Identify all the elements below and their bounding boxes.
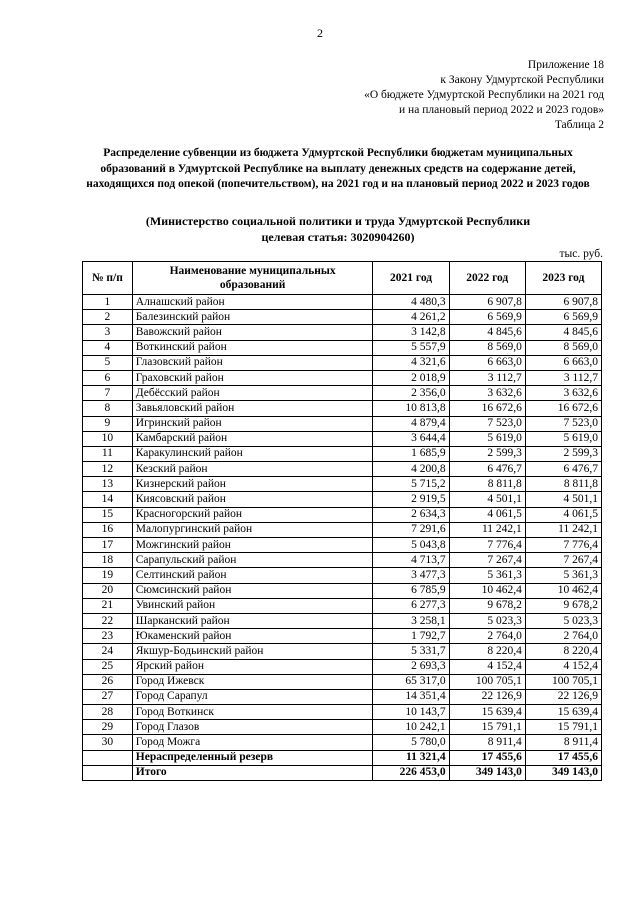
row-2021: 10 242,1	[373, 720, 449, 735]
row-name: Граховский район	[132, 370, 373, 385]
row-num: 27	[83, 689, 133, 704]
distribution-table	[82, 261, 602, 781]
row-name: Юкаменский район	[132, 629, 373, 644]
row-2021: 4 321,6	[373, 355, 449, 370]
reserve-row-2023: 17 455,6	[525, 750, 601, 765]
row-name: Вавожский район	[132, 325, 373, 340]
row-2023: 2 764,0	[525, 629, 601, 644]
row-name: Кезский район	[132, 462, 373, 477]
target-article-line: целевая статья: 3020904260)	[261, 230, 415, 244]
row-2023: 15 639,4	[525, 705, 601, 720]
header-num: № п/п	[83, 262, 133, 295]
row-2021: 6 277,3	[373, 598, 449, 613]
row-name: Дебёсский район	[132, 386, 373, 401]
row-2022: 22 126,9	[449, 689, 525, 704]
table-row	[83, 431, 602, 446]
table-row	[83, 613, 602, 628]
row-name: Киясовский район	[132, 492, 373, 507]
row-name: Город Глазов	[132, 720, 373, 735]
table-row	[83, 583, 602, 598]
row-name: Сюмсинский район	[132, 583, 373, 598]
row-2022: 15 791,1	[449, 720, 525, 735]
row-num: 18	[83, 553, 133, 568]
row-name: Ярский район	[132, 659, 373, 674]
row-2022: 7 776,4	[449, 538, 525, 553]
row-2023: 5 023,3	[525, 613, 601, 628]
header-2023: 2023 год	[525, 262, 601, 295]
table-row	[83, 310, 602, 325]
row-2021: 3 477,3	[373, 568, 449, 583]
total-row-num	[83, 765, 133, 780]
row-2023: 7 776,4	[525, 538, 601, 553]
table-row	[83, 446, 602, 461]
total-row-name: Итого	[132, 765, 373, 780]
row-name: Якшур-Бодьинский район	[132, 644, 373, 659]
row-2023: 4 152,4	[525, 659, 601, 674]
ministry-line: (Министерство социальной политики и труда Удмуртской Республики	[145, 214, 531, 228]
row-2021: 7 291,6	[373, 522, 449, 537]
appendix-line: Приложение 18	[527, 59, 604, 71]
row-num: 25	[83, 659, 133, 674]
row-name: Сарапульский район	[132, 553, 373, 568]
row-name: Селтинский район	[132, 568, 373, 583]
row-num: 24	[83, 644, 133, 659]
row-2021: 3 258,1	[373, 613, 449, 628]
row-name: Глазовский район	[132, 355, 373, 370]
row-2023: 5 619,0	[525, 431, 601, 446]
table-row	[83, 538, 602, 553]
row-name: Город Воткинск	[132, 705, 373, 720]
row-2023: 22 126,9	[525, 689, 601, 704]
row-2021: 5 780,0	[373, 735, 449, 750]
row-2022: 8 220,4	[449, 644, 525, 659]
row-2023: 4 501,1	[525, 492, 601, 507]
row-2023: 3 112,7	[525, 370, 601, 385]
row-2021: 1 685,9	[373, 446, 449, 461]
total-row-2022: 349 143,0	[449, 765, 525, 780]
row-name: Камбарский район	[132, 431, 373, 446]
row-2021: 2 356,0	[373, 386, 449, 401]
row-name: Красногорский район	[132, 507, 373, 522]
row-2023: 11 242,1	[525, 522, 601, 537]
document-title: Распределение субвенции из бюджета Удмуртской Республики бюджетам муниципальных образований в Удмуртской Республике на выплату денежных средств на содержание детей, находящихся под опекой (попечительством), на 2021 год и на плановый период 2022 и 2023 годов	[86, 147, 590, 190]
reserve-row-num	[83, 750, 133, 765]
appendix-line: и на плановый период 2022 и 2023 годов»	[399, 104, 604, 116]
row-num: 28	[83, 705, 133, 720]
row-2022: 5 619,0	[449, 431, 525, 446]
row-num: 22	[83, 613, 133, 628]
row-num: 8	[83, 401, 133, 416]
table-row	[83, 720, 602, 735]
total-row	[83, 765, 602, 780]
reserve-row-2021: 11 321,4	[373, 750, 449, 765]
row-2021: 5 331,7	[373, 644, 449, 659]
header-2021: 2021 год	[373, 262, 449, 295]
row-2022: 10 462,4	[449, 583, 525, 598]
table-row	[83, 507, 602, 522]
row-2021: 1 792,7	[373, 629, 449, 644]
row-name: Можгинский район	[132, 538, 373, 553]
row-2021: 3 644,4	[373, 431, 449, 446]
table-label: Таблица 2	[554, 119, 604, 131]
row-num: 10	[83, 431, 133, 446]
table-row	[83, 295, 602, 310]
row-name: Город Можга	[132, 735, 373, 750]
row-num: 26	[83, 674, 133, 689]
row-name: Игринский район	[132, 416, 373, 431]
row-2021: 4 480,3	[373, 295, 449, 310]
table-row	[83, 401, 602, 416]
row-2022: 2 599,3	[449, 446, 525, 461]
table-row	[83, 477, 602, 492]
row-2022: 4 501,1	[449, 492, 525, 507]
row-2022: 100 705,1	[449, 674, 525, 689]
row-2023: 5 361,3	[525, 568, 601, 583]
row-2021: 10 143,7	[373, 705, 449, 720]
row-num: 29	[83, 720, 133, 735]
row-num: 17	[83, 538, 133, 553]
row-2022: 8 811,8	[449, 477, 525, 492]
row-2022: 4 152,4	[449, 659, 525, 674]
table-row	[83, 355, 602, 370]
row-2022: 3 632,6	[449, 386, 525, 401]
row-name: Город Ижевск	[132, 674, 373, 689]
row-2021: 65 317,0	[373, 674, 449, 689]
row-name: Увинский район	[132, 598, 373, 613]
appendix-block	[284, 58, 604, 133]
row-2022: 7 523,0	[449, 416, 525, 431]
table-header-row	[83, 262, 602, 295]
row-name: Воткинский район	[132, 340, 373, 355]
table-row	[83, 416, 602, 431]
total-row-2021: 226 453,0	[373, 765, 449, 780]
ministry-block	[70, 213, 606, 245]
row-2023: 15 791,1	[525, 720, 601, 735]
row-num: 12	[83, 462, 133, 477]
table-row	[83, 553, 602, 568]
row-2023: 100 705,1	[525, 674, 601, 689]
table-row	[83, 659, 602, 674]
table-row	[83, 386, 602, 401]
page-number: 2	[317, 26, 323, 40]
row-2023: 8 569,0	[525, 340, 601, 355]
table-row	[83, 644, 602, 659]
table-row	[83, 705, 602, 720]
table-row	[83, 689, 602, 704]
row-2023: 9 678,2	[525, 598, 601, 613]
row-name: Каракулинский район	[132, 446, 373, 461]
row-2021: 2 919,5	[373, 492, 449, 507]
row-2023: 2 599,3	[525, 446, 601, 461]
row-2022: 4 061,5	[449, 507, 525, 522]
row-2022: 8 911,4	[449, 735, 525, 750]
row-2023: 4 061,5	[525, 507, 601, 522]
table-row	[83, 598, 602, 613]
row-2023: 8 911,4	[525, 735, 601, 750]
row-2022: 4 845,6	[449, 325, 525, 340]
row-2023: 10 462,4	[525, 583, 601, 598]
row-num: 15	[83, 507, 133, 522]
row-2021: 4 261,2	[373, 310, 449, 325]
header-2022: 2022 год	[449, 262, 525, 295]
table-body	[83, 295, 602, 781]
appendix-line: к Закону Удмуртской Республики	[440, 74, 604, 86]
row-2022: 5 023,3	[449, 613, 525, 628]
row-2021: 5 043,8	[373, 538, 449, 553]
row-2023: 4 845,6	[525, 325, 601, 340]
row-num: 13	[83, 477, 133, 492]
row-2021: 10 813,8	[373, 401, 449, 416]
row-num: 14	[83, 492, 133, 507]
row-name: Завьяловский район	[132, 401, 373, 416]
row-num: 9	[83, 416, 133, 431]
row-name: Шарканский район	[132, 613, 373, 628]
row-2023: 6 907,8	[525, 295, 601, 310]
row-2022: 7 267,4	[449, 553, 525, 568]
row-2021: 2 018,9	[373, 370, 449, 385]
row-2023: 16 672,6	[525, 401, 601, 416]
row-2023: 8 811,8	[525, 477, 601, 492]
row-2022: 2 764,0	[449, 629, 525, 644]
table-row	[83, 325, 602, 340]
table-row	[83, 568, 602, 583]
table-row	[83, 735, 602, 750]
row-num: 7	[83, 386, 133, 401]
row-num: 30	[83, 735, 133, 750]
row-2022: 5 361,3	[449, 568, 525, 583]
table-row	[83, 340, 602, 355]
row-name: Город Сарапул	[132, 689, 373, 704]
header-name: Наименование муниципальных образований	[132, 262, 373, 295]
reserve-row-2022: 17 455,6	[449, 750, 525, 765]
row-2021: 4 879,4	[373, 416, 449, 431]
row-num: 23	[83, 629, 133, 644]
total-row-2023: 349 143,0	[525, 765, 601, 780]
table-row	[83, 492, 602, 507]
row-num: 3	[83, 325, 133, 340]
table-row	[83, 522, 602, 537]
row-2023: 8 220,4	[525, 644, 601, 659]
row-2021: 5 557,9	[373, 340, 449, 355]
row-num: 21	[83, 598, 133, 613]
row-2023: 6 663,0	[525, 355, 601, 370]
row-num: 16	[83, 522, 133, 537]
row-name: Алнашский район	[132, 295, 373, 310]
row-name: Кизнерский район	[132, 477, 373, 492]
row-num: 2	[83, 310, 133, 325]
row-num: 5	[83, 355, 133, 370]
row-2022: 6 907,8	[449, 295, 525, 310]
row-2021: 4 713,7	[373, 553, 449, 568]
table-row	[83, 462, 602, 477]
row-num: 4	[83, 340, 133, 355]
row-2022: 6 569,9	[449, 310, 525, 325]
row-2022: 11 242,1	[449, 522, 525, 537]
row-name: Балезинский район	[132, 310, 373, 325]
row-2022: 15 639,4	[449, 705, 525, 720]
row-2022: 16 672,6	[449, 401, 525, 416]
row-2023: 7 523,0	[525, 416, 601, 431]
row-2023: 6 476,7	[525, 462, 601, 477]
row-num: 6	[83, 370, 133, 385]
appendix-line: «О бюджете Удмуртской Республики на 2021 год	[364, 89, 604, 101]
row-2022: 9 678,2	[449, 598, 525, 613]
unit-label: тыс. руб.	[559, 248, 603, 260]
row-num: 1	[83, 295, 133, 310]
table-row	[83, 629, 602, 644]
table-row	[83, 370, 602, 385]
row-2023: 6 569,9	[525, 310, 601, 325]
row-num: 11	[83, 446, 133, 461]
reserve-row	[83, 750, 602, 765]
row-2021: 5 715,2	[373, 477, 449, 492]
row-2022: 6 476,7	[449, 462, 525, 477]
row-2022: 3 112,7	[449, 370, 525, 385]
row-2021: 2 693,3	[373, 659, 449, 674]
reserve-row-name: Нераспределенный резерв	[132, 750, 373, 765]
row-num: 19	[83, 568, 133, 583]
row-name: Малопургинский район	[132, 522, 373, 537]
row-num: 20	[83, 583, 133, 598]
row-2022: 8 569,0	[449, 340, 525, 355]
row-2021: 2 634,3	[373, 507, 449, 522]
table-row	[83, 674, 602, 689]
row-2023: 7 267,4	[525, 553, 601, 568]
row-2022: 6 663,0	[449, 355, 525, 370]
row-2023: 3 632,6	[525, 386, 601, 401]
row-2021: 6 785,9	[373, 583, 449, 598]
row-2021: 14 351,4	[373, 689, 449, 704]
row-2021: 4 200,8	[373, 462, 449, 477]
row-2021: 3 142,8	[373, 325, 449, 340]
